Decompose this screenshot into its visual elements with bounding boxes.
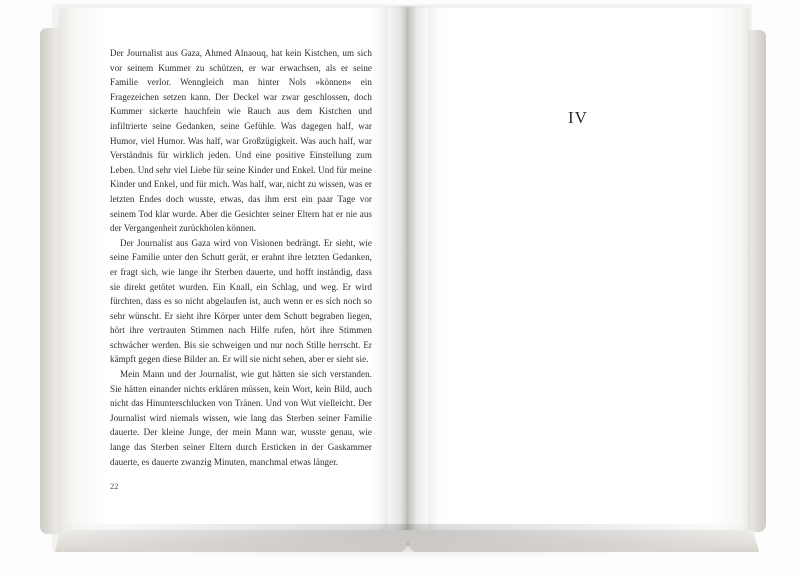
page-block-bottom-right	[404, 530, 759, 552]
paragraph-1: Der Journalist aus Gaza, Ahmed Alnaouq, hat kein Kistchen, um sich vor seinem Kummer zu schützen, er war erwachsen, als er seine Familie verlor. Wenngleich man hinter Nols »können« ein Fragezeichen setzen kann. Der Deckel war zwar geschlossen, doch Kummer sickerte hauchfein wie Rauch aus dem Kistchen und infiltrierte seine Gedanken, seine Gefühle. Was dagegen half, war Humor, viel Humor. Was half, war Großzügigkeit. Was auch half, war Verständnis für wirklich jeden. Und eine positive Einstellung zum Leben. Und sehr viel Liebe für seine Kinder und Enkel. Und für meine Kinder und Enkel, und für mich. Was half, war, nicht zu wissen, was er letzten Endes doch wusste, etwas, das ihm erst ein paar Tage vor seinem Tod klar wurde. Aber die Gesichter seiner Eltern hat er nie aus der Vergangenheit zurückholen können.	[110, 48, 372, 234]
page-block-bottom-left	[54, 530, 411, 552]
left-page	[60, 8, 408, 544]
paragraph-2: Der Journalist aus Gaza wird von Visionen bedrängt. Er sieht, wie seine Familie unter den Schutt gerät, er erahnt ihre letzten Gedanken, er fragt sich, wie lange ihr Sterben dauerte, und hofft inständig, dass sie direkt getötet wurden. Ein Knall, ein Schlag, und weg. Er wird fürchten, dass es so nicht abgelaufen ist, auch wenn er es sich noch so sehr wünscht. Er sieht ihre Körper unter dem Schutt begraben liegen, hört ihre vertrauten Stimmen nach Hilfe rufen, hört ihre Stimmen schwächer werden. Bis sie schweigen und nur noch Stille herrscht. Er kämpft gegen diese Bilder an. Er will sie nicht sehen, aber er sieht sie.	[110, 237, 372, 365]
page-number: 22	[110, 482, 119, 491]
paragraph-3: Mein Mann und der Journalist, wie gut hätten sie sich verstanden. Sie hätten einander nichts erklären müssen, kein Wort, kein Bild, auch nicht das Hinunterschlucken von Tränen. Und von Wut vielleicht. Der Journalist wird niemals wissen, wie lang das Sterben seiner Familie dauerte. Der kleine Junge, der mein Mann war, wusste genau, wie lange das Sterben seiner Eltern durch Ersticken in der Gaskammer dauerte, es dauerte zwanzig Minuten, manchmal etwas länger.	[110, 369, 372, 467]
right-page	[408, 8, 748, 544]
body-text	[110, 46, 372, 469]
chapter-number: IV	[568, 108, 588, 127]
